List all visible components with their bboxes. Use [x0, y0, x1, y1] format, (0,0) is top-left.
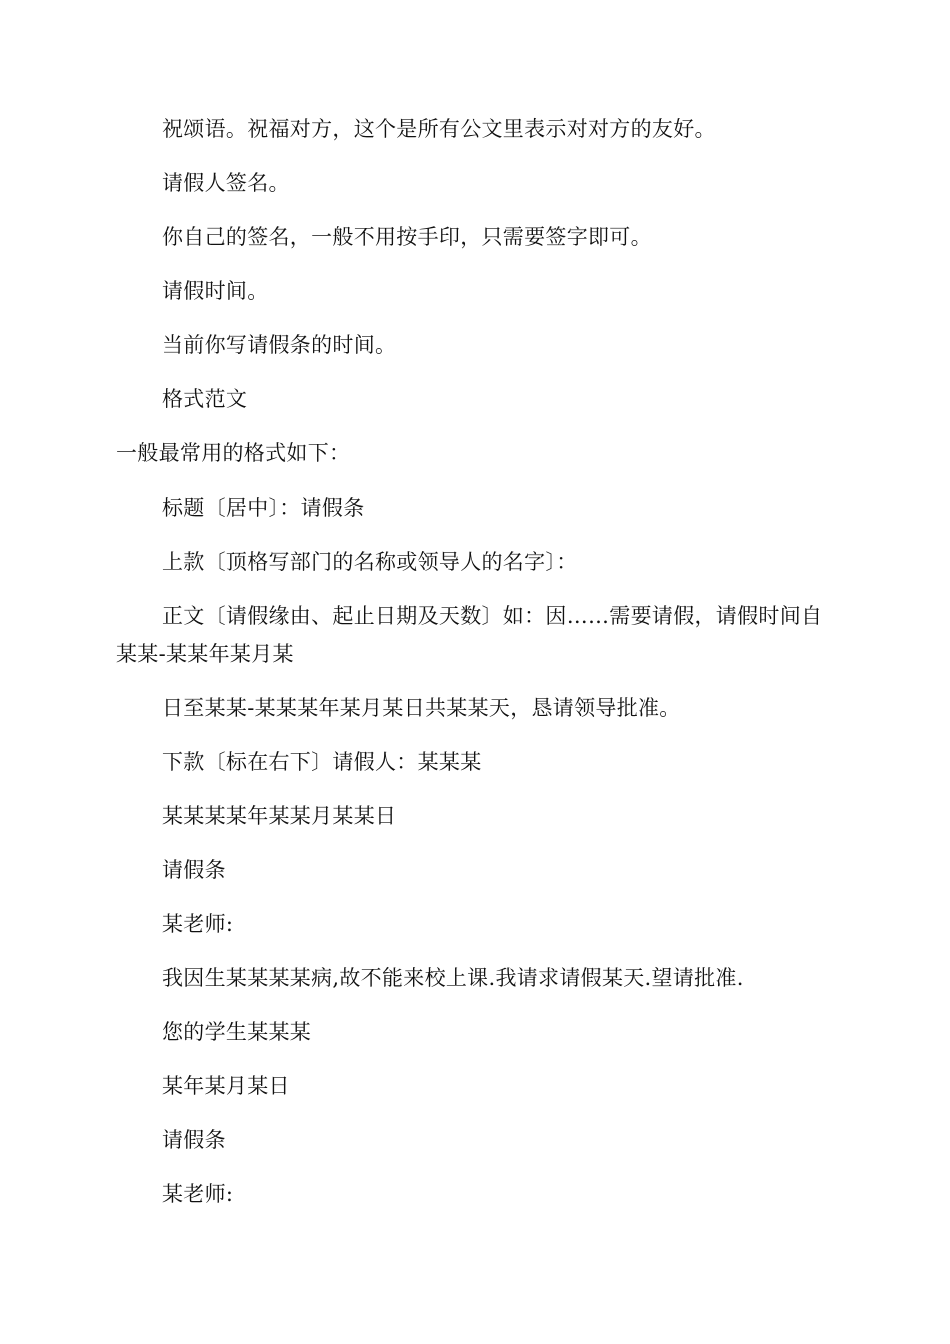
paragraph-body-format: 正文〔请假缘由、起止日期及天数〕如：因……需要请假，请假时间自某某-某某年某月某 [116, 604, 823, 666]
sample-one-date: 某年某月某日 [162, 1074, 290, 1098]
sample-one-title: 请假条 [162, 858, 226, 882]
paragraph-date-heading: 请假时间。 [162, 279, 269, 303]
paragraph-salutation-format: 上款〔顶格写部门的名称或领导人的名字〕： [162, 550, 578, 574]
paragraph-date-note: 当前你写请假条的时间。 [162, 333, 397, 357]
sample-two-salutation: 某老师: [162, 1182, 234, 1206]
paragraph-format-intro: 一般最常用的格式如下： [116, 441, 351, 465]
paragraph-closing-remark: 祝颂语。祝福对方，这个是所有公文里表示对对方的友好。 [162, 117, 716, 141]
sample-two-title: 请假条 [162, 1128, 226, 1152]
paragraph-date-format: 某某某某年某某月某某日 [162, 804, 397, 828]
section-heading-format-sample: 格式范文 [162, 387, 248, 411]
paragraph-signature-note: 你自己的签名，一般不用按手印，只需要签字即可。 [162, 225, 652, 249]
paragraph-title-format: 标题〔居中〕：请假条 [162, 496, 365, 520]
sample-one-body: 我因生某某某某病,故不能来校上课.我请求请假某天.望请批准. [162, 966, 744, 990]
paragraph-body-format-continued: 日至某某-某某某年某月某日共某某天，恳请领导批准。 [162, 696, 681, 720]
sample-one-signature: 您的学生某某某 [162, 1020, 312, 1044]
paragraph-signoff-format: 下款〔标在右下〕请假人：某某某 [162, 750, 482, 774]
paragraph-signature-heading: 请假人签名。 [162, 171, 290, 195]
sample-one-salutation: 某老师: [162, 912, 234, 936]
